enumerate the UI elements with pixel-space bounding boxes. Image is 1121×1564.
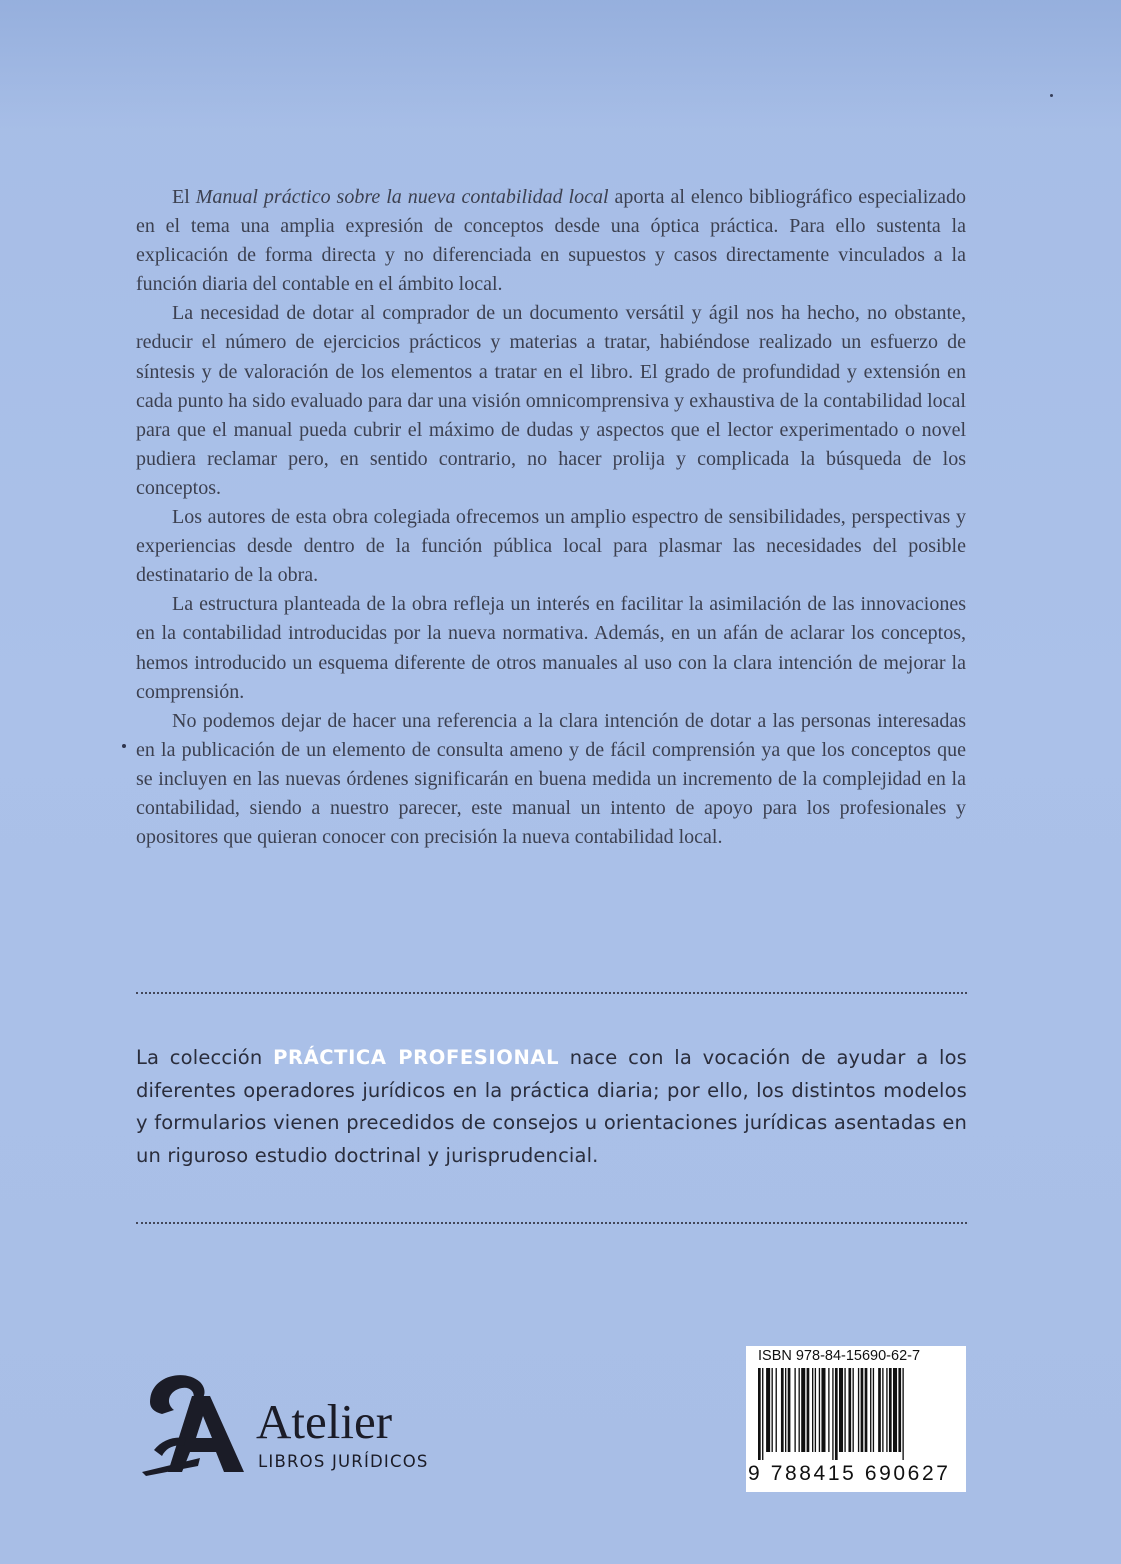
synopsis-paragraph: La necesidad de dotar al comprador de un documento versátil y ágil nos ha hecho, no obstante, reducir el número de ejercicios prácticos y materias a tratar, habiéndose realizado un esfuerzo de síntesis y de valoración de los elementos a tratar en el libro. El grado de profundidad y extensión en cada punto ha sido evaluado para dar una visión omnicomprensiva y exhaustiva de la contabilidad local para que el manual pueda cubrir el máximo de dudas y aspectos que el lector experimentado o novel pudiera reclamar pero, en sentido contrario, no hacer prolija y complicada la búsqueda de los conceptos.: [136, 302, 966, 499]
barcode-bar: [758, 1368, 761, 1460]
barcode-bar: [861, 1368, 864, 1452]
barcode-bar: [853, 1368, 854, 1452]
print-speck: [1050, 94, 1053, 97]
barcode-bar: [781, 1368, 784, 1452]
barcode-bar: [772, 1368, 773, 1452]
atelier-logo-icon: [140, 1366, 252, 1478]
barcode-bar: [844, 1368, 845, 1452]
barcode-bar: [898, 1368, 901, 1452]
barcode-bar: [766, 1368, 770, 1452]
barcode-bar: [873, 1368, 874, 1452]
barcode-bar: [815, 1368, 816, 1452]
barcode-bar: [858, 1368, 859, 1452]
dotted-divider-top: [136, 992, 967, 994]
barcode-bar: [878, 1368, 881, 1452]
barcode-bar: [801, 1368, 805, 1452]
barcode-bar: [776, 1368, 777, 1452]
publisher-subtitle: LIBROS JURÍDICOS: [258, 1452, 429, 1471]
synopsis-paragraph: La estructura planteada de la obra refleja un interés en facilitar la asimilación de las innovaciones en la contabilidad introducidas por la nueva normativa. Además, en un afán de aclarar los conceptos, hemos introducido un esquema diferente de otros manuales al uso con la clara intención de mejorar la comprensión.: [136, 593, 966, 703]
barcode-bar: [785, 1368, 786, 1452]
collection-name: PRÁCTICA PROFESIONAL: [273, 1046, 560, 1069]
barcode-bar: [821, 1368, 825, 1452]
barcode-bar: [762, 1368, 763, 1460]
barcode-bar: [865, 1368, 868, 1452]
barcode-bar: [893, 1368, 897, 1452]
barcode-bar: [886, 1368, 887, 1452]
barcode-icon: [758, 1368, 954, 1460]
publisher-name: Atelier: [256, 1394, 393, 1449]
synopsis-paragraph: Los autores de esta obra colegiada ofrecemos un amplio espectro de sensibilidades, perspectivas y experiencias desde dentro de la función pública local para plasmar las necesidades del posible destinatario de la obra.: [136, 506, 966, 587]
ean-digits: 9 788415 690627: [748, 1462, 951, 1485]
book-title-italic: Manual práctico sobre la nueva contabilidad local: [195, 186, 609, 208]
collection-description: La colección PRÁCTICA PROFESIONAL nace con la vocación de ayudar a los diferentes operadores jurídicos en la práctica diaria; por ello, los distintos modelos y formularios vienen precedidos de consejos u orientaciones jurídicas asentadas en un riguroso estudio doctrinal y jurisprudencial.: [136, 1046, 967, 1167]
barcode-bar: [835, 1368, 838, 1460]
barcode-bar: [902, 1368, 903, 1460]
isbn-label: ISBN 978-84-15690-62-7: [758, 1348, 921, 1364]
barcode-bar: [870, 1368, 871, 1452]
barcode-bar: [812, 1368, 813, 1452]
barcode-bar: [882, 1368, 883, 1452]
barcode-bar: [828, 1368, 829, 1452]
barcode-bar: [807, 1368, 810, 1452]
barcode-bar: [794, 1368, 795, 1452]
synopsis-paragraph: El Manual práctico sobre la nueva contabilidad local aporta al elenco bibliográfico especializado en el tema una amplia expresión de conceptos desde una óptica práctica. Para ello sustenta la explicación de forma directa y no diferenciada en supuestos y casos directamente vinculados a la función diaria del contable en el ámbito local.: [136, 186, 966, 296]
barcode-bar: [839, 1368, 843, 1452]
barcode-bar: [832, 1368, 833, 1460]
dotted-divider-bottom: [136, 1222, 967, 1224]
barcode-bar: [799, 1368, 800, 1452]
barcode-bar: [848, 1368, 851, 1452]
synopsis-text: [136, 183, 966, 852]
barcode-bar: [889, 1368, 892, 1452]
barcode-bar: [788, 1368, 791, 1452]
isbn-barcode-block: [746, 1346, 966, 1492]
barcode-bar: [819, 1368, 820, 1452]
print-speck: [122, 744, 126, 748]
synopsis-paragraph: No podemos dejar de hacer una referencia a la clara intención de dotar a las personas interesadas en la publicación de un elemento de consulta ameno y de fácil comprensión ya que los conceptos que se incluyen en las nuevas órdenes significarán en buena medida un incremento de la complejidad en la contabilidad, siendo a nuestro parecer, este manual un intento de apoyo para los profesionales y opositores que quieran conocer con precisión la nueva contabilidad local.: [136, 709, 966, 849]
